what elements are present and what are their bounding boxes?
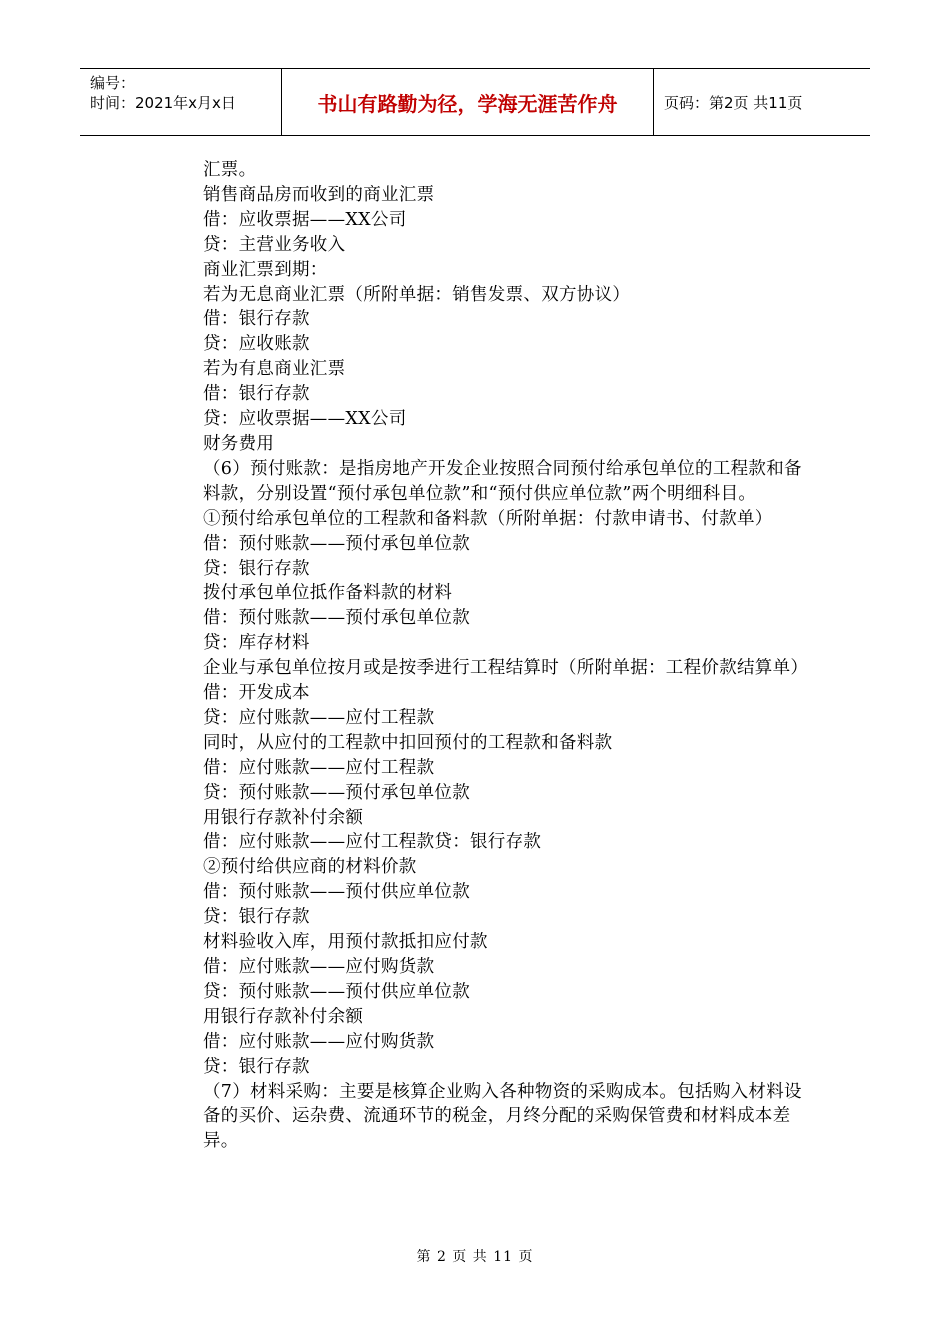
page-footer: 第 2 页 共 11 页 [416, 1249, 534, 1265]
text-line: 借：银行存款 [203, 309, 310, 330]
text-line: 拨付承包单位抵作备料款的材料 [203, 583, 453, 604]
text-line: 借：应收票据——XX公司 [203, 209, 407, 230]
text-line: 贷：应收票据——XX公司 [203, 409, 407, 430]
text-line: 贷：主营业务收入 [203, 234, 346, 255]
text-line: 贷：预付账款——预付承包单位款 [203, 782, 470, 803]
text-line: 财务费用 [203, 433, 275, 454]
number-label: 编号： [90, 74, 136, 92]
text-line: 销售商品房而收到的商业汇票 [203, 184, 435, 205]
text-line: 材料验收入库，用预付款抵扣应付款 [203, 932, 488, 953]
header-meta [80, 69, 282, 135]
text-line: 借：应付账款——应付购货款 [203, 1031, 435, 1052]
text-line: ②预付给供应商的材料价款 [203, 857, 417, 878]
text-line: 借：开发成本 [203, 683, 310, 704]
text-paragraph: ①预付给承包单位的工程款和备料款（所附单据：付款申请书、付款单） [203, 508, 773, 529]
text-line: 借：预付账款——预付承包单位款 [203, 533, 470, 554]
text-line: 借：应付账款——应付购货款 [203, 957, 435, 977]
text-line: 贷：应付账款——应付工程款 [203, 707, 435, 728]
text-line: 借：应付账款——应付工程款贷：银行存款 [203, 832, 542, 853]
text-line: 用银行存款补付余额 [203, 807, 364, 828]
header-motto: 书山有路勤为径，学海无涯苦作舟 [282, 69, 654, 135]
text-line: 借：预付账款——预付承包单位款 [203, 608, 470, 629]
text-line: 借：应付账款——应付工程款 [203, 757, 435, 778]
text-paragraph: 企业与承包单位按月或是按季进行工程结算时（所附单据：工程价款结算单） [203, 658, 809, 679]
header-page-label: 页码：第2页 共11页 [664, 93, 803, 112]
text-line: 若为无息商业汇票（所附单据：销售发票、双方协议） [203, 284, 631, 305]
text-line: 贷：应收账款 [203, 334, 310, 355]
text-paragraph: （7）材料采购：主要是核算企业购入各种物资的采购成本。包括购入材料设备的买价、运杂费、流通环节的税金，月终分配的采购保管费和材料成本差异。 [203, 1081, 802, 1152]
text-line: 贷：银行存款 [203, 1056, 310, 1077]
page-header [80, 68, 870, 136]
text-line: 用银行存款补付余额 [203, 1006, 364, 1027]
text-line: 借：预付账款——预付供应单位款 [203, 882, 470, 903]
text-line: 若为有息商业汇票 [203, 359, 346, 380]
text-line: 贷：预付账款——预付供应单位款 [203, 981, 470, 1002]
document-body [203, 158, 813, 1154]
text-line: 汇票。 [203, 160, 257, 180]
text-line: 商业汇票到期： [203, 259, 328, 280]
text-line: 贷：银行存款 [203, 558, 310, 579]
text-line: 贷：银行存款 [203, 907, 310, 928]
text-line: 借：银行存款 [203, 384, 310, 405]
text-line: 贷：库存材料 [203, 633, 310, 654]
time-label: 时间：2021年x月x日 [90, 94, 236, 112]
text-line: 同时，从应付的工程款中扣回预付的工程款和备料款 [203, 732, 613, 753]
text-paragraph: （6）预付账款：是指房地产开发企业按照合同预付给承包单位的工程款和备料款，分别设置“预付承包单位款”和“预付供应单位款”两个明细科目。 [203, 458, 802, 504]
